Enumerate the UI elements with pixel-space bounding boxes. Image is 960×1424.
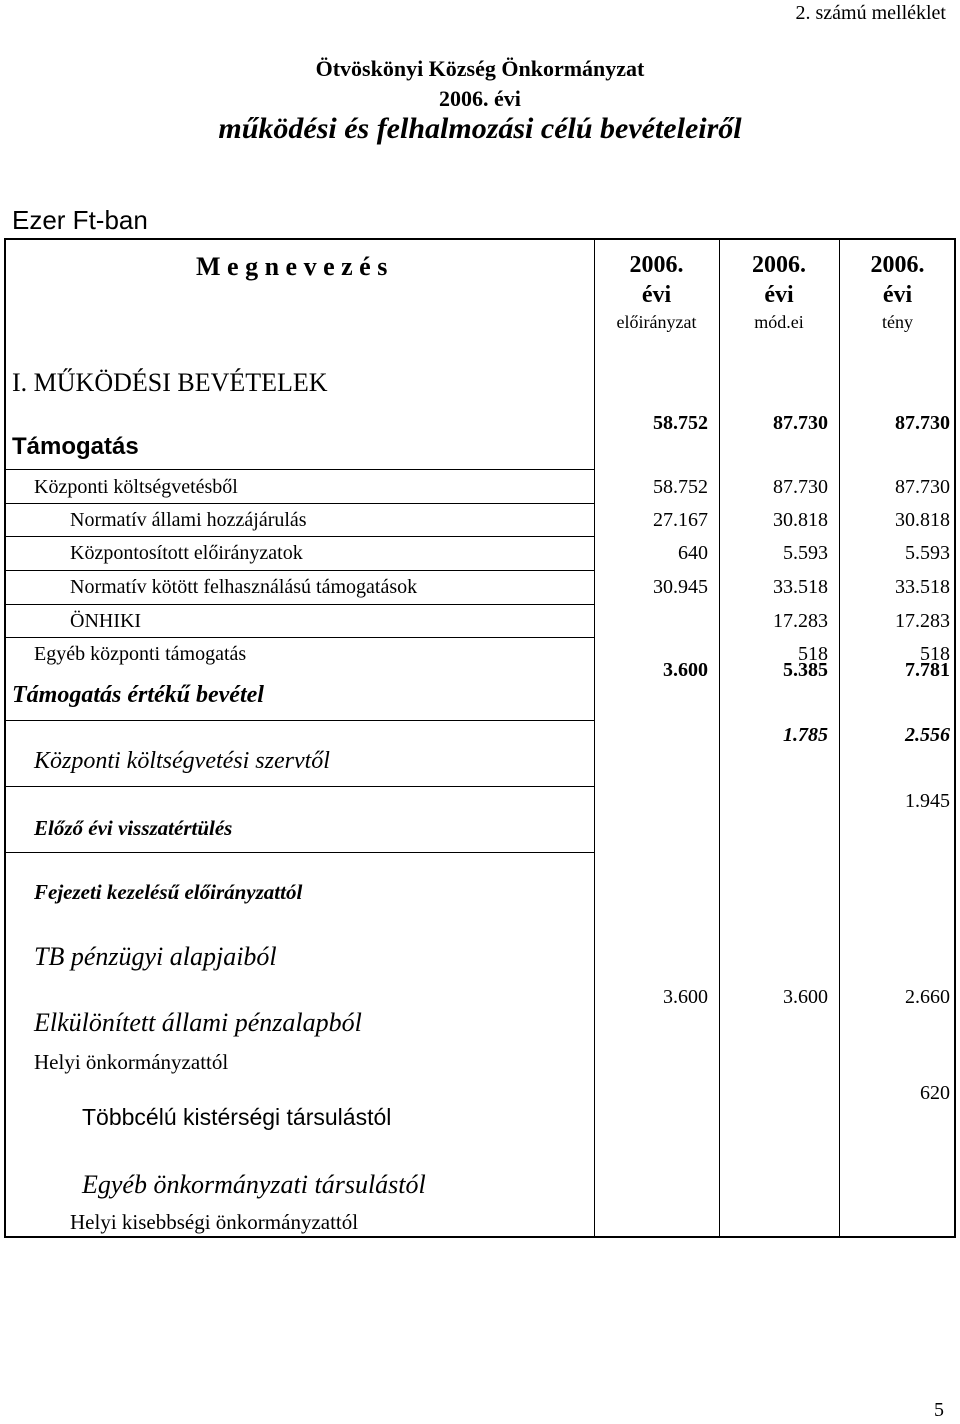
column-divider <box>594 240 595 1236</box>
row-label: Támogatás <box>12 433 139 460</box>
row-divider <box>6 786 594 787</box>
value-modified: 87.730 <box>773 412 828 434</box>
value-modified: 5.593 <box>783 542 828 564</box>
row-label: TB pénzügyi alapjaiból <box>34 942 277 971</box>
row-label: Központi költségvetésből <box>34 476 238 498</box>
value-actual: 87.730 <box>895 412 950 434</box>
row-label: Egyéb önkormányzati társulástól <box>82 1170 426 1199</box>
row-label: Többcélú kistérségi társulástól <box>82 1104 392 1130</box>
value-modified: 3.600 <box>783 986 828 1008</box>
value-modified: 1.785 <box>783 724 828 746</box>
page-number: 5 <box>934 1399 944 1421</box>
title-subject: működési és felhalmozási célú bevételeiről <box>218 112 742 145</box>
value-budget: 30.945 <box>653 576 708 598</box>
value-actual: 518 <box>920 643 950 665</box>
value-actual: 87.730 <box>895 476 950 498</box>
value-modified: 518 <box>798 643 828 665</box>
value-actual: 5.593 <box>905 542 950 564</box>
column-header-modified: 2006. évi mód.ei <box>752 252 806 332</box>
value-budget: 640 <box>678 542 708 564</box>
title-municipality: Ötvöskönyi Község Önkormányzat <box>315 56 645 81</box>
value-actual: 30.818 <box>895 509 950 531</box>
value-actual: 620 <box>920 1082 950 1104</box>
row-label: Központosított előirányzatok <box>70 542 303 564</box>
value-modified: 17.283 <box>773 610 828 632</box>
revenue-table <box>4 238 956 1238</box>
row-label: Normatív kötött felhasználású támogatások <box>70 576 418 598</box>
value-budget: 3.600 <box>663 659 708 681</box>
value-modified: 5.385 <box>783 659 828 681</box>
value-actual: 2.660 <box>905 986 950 1008</box>
row-divider <box>6 637 594 638</box>
row-divider <box>6 570 594 571</box>
unit-label: Ezer Ft-ban <box>12 205 148 235</box>
value-budget: 27.167 <box>653 509 708 531</box>
row-label: Helyi kisebbségi önkormányzattól <box>70 1210 359 1234</box>
row-divider <box>6 720 594 721</box>
value-actual: 17.283 <box>895 610 950 632</box>
row-divider <box>6 604 594 605</box>
column-header-name: M e g n e v e z é s <box>196 252 388 281</box>
row-label: Elkülönített állami pénzalapból <box>34 1008 362 1037</box>
value-actual: 2.556 <box>905 724 950 746</box>
column-header-budget: 2006. évi előirányzat <box>616 252 697 332</box>
value-budget: 58.752 <box>653 476 708 498</box>
value-budget: 58.752 <box>653 412 708 434</box>
row-label: Támogatás értékű bevétel <box>12 682 264 708</box>
row-divider <box>6 469 594 470</box>
value-actual: 33.518 <box>895 576 950 598</box>
row-label: Központi költségvetési szervtől <box>34 748 330 774</box>
row-label: Helyi önkormányzattól <box>34 1050 229 1074</box>
row-label: ÖNHIKI <box>70 610 142 632</box>
row-label: Előző évi visszatértülés <box>34 816 233 840</box>
annex-label: 2. számú melléklet <box>795 2 946 24</box>
row-label: Fejezeti kezelésű előirányzattól <box>34 880 303 904</box>
row-divider <box>6 503 594 504</box>
row-label: Normatív állami hozzájárulás <box>70 509 307 531</box>
row-divider <box>6 536 594 537</box>
section-heading-operating: I. MŰKÖDÉSI BEVÉTELEK <box>12 368 328 397</box>
value-modified: 30.818 <box>773 509 828 531</box>
column-divider <box>719 240 720 1236</box>
row-divider <box>6 852 594 853</box>
value-budget: 3.600 <box>663 986 708 1008</box>
value-modified: 33.518 <box>773 576 828 598</box>
column-divider <box>839 240 840 1236</box>
value-modified: 87.730 <box>773 476 828 498</box>
column-header-actual: 2006. évi tény <box>870 252 925 332</box>
value-actual: 7.781 <box>905 659 950 681</box>
row-label: Egyéb központi támogatás <box>34 643 247 665</box>
title-year: 2006. évi <box>439 86 521 111</box>
value-actual: 1.945 <box>905 790 950 812</box>
